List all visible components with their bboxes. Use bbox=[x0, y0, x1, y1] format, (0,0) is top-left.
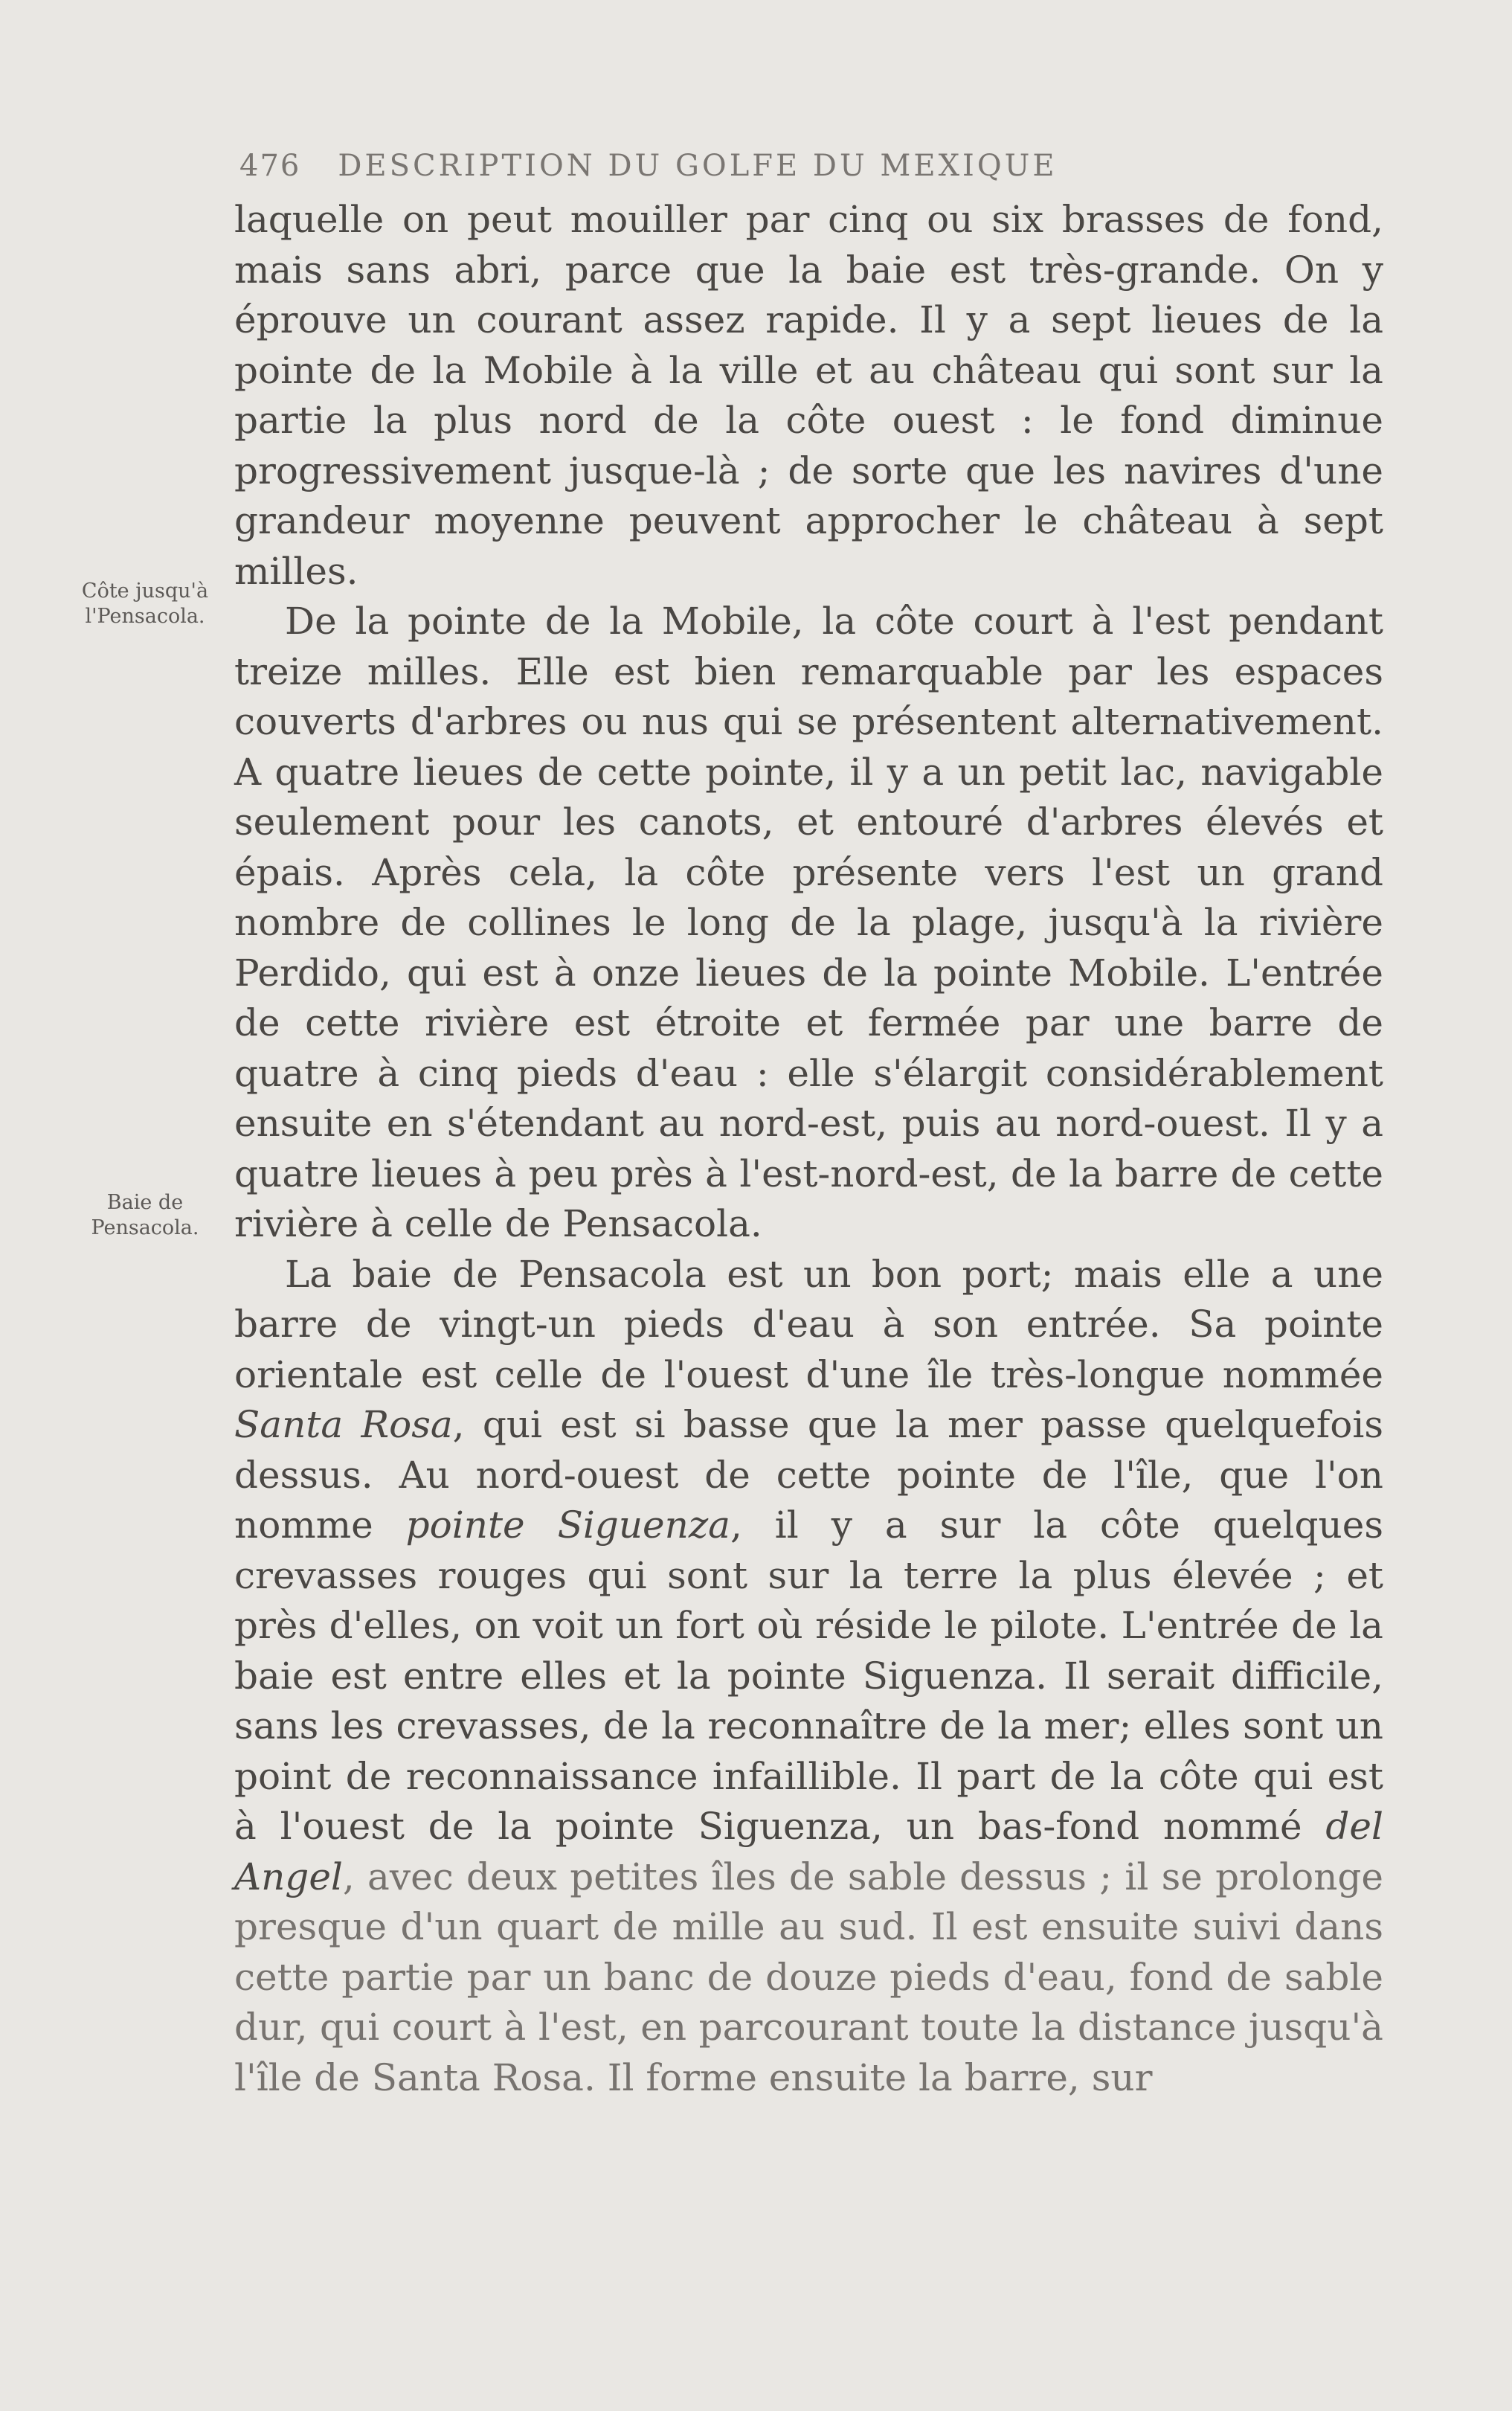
body-text bbox=[234, 195, 1383, 2103]
paragraph-3-part-a: La baie de Pensacola est un bon port; mais elle a une barre de vingt-un pieds d'eau à son entrée. Sa pointe orientale est celle de l'ouest d'une île très-longue nommée bbox=[234, 1252, 1383, 1396]
paragraph-3-part-b: , qui est si basse que la mer passe quelquefois dessus. Au nord-ouest de cette pointe de l'île, que l'on nomme bbox=[234, 1403, 1384, 1547]
margin-note-cote: Côte jusqu'à l'Pensacola. bbox=[81, 580, 209, 628]
paragraph-3-part-c: , il y a sur la côte quelques crevasses rouges qui sont sur la terre la plus élevée ; et près d'elles, on voit un fort où réside le pilote. L'entrée de la baie est entre elles et la pointe Siguenza. Il serait difficile, sans les crevasses, de la reconnaître de la mer; elles sont un point de reconnaissance infaillible. Il part de la côte qui est à l'ouest de la pointe Siguenza, un bas-fond nommé bbox=[234, 1503, 1383, 1848]
place-santa-rosa: Santa Rosa bbox=[234, 1403, 453, 1446]
running-header bbox=[239, 149, 1206, 183]
paragraph-3-part-d: , avec deux petites îles de sable dessus ; il se prolonge presque d'un quart de mille au sud. Il est ensuite suivi dans cette partie par un banc de douze pieds d'eau, fond de sable dur, qui court à l'est, en parcourant toute la distance jusqu'à l'île de Santa Rosa. Il forme ensuite la barre, sur bbox=[234, 1855, 1383, 2099]
paragraph-1: laquelle on peut mouiller par cinq ou six brasses de fond, mais sans abri, parce que la baie est très-grande. On y éprouve un courant assez rapide. Il y a sept lieues de la pointe de la Mobile à la ville et au château qui sont sur la partie la plus nord de la côte ouest : le fond diminue progressivement jusque-là ; de sorte que les navires d'une grandeur moyenne peuvent approcher le château à sept milles. bbox=[234, 198, 1383, 593]
place-del-angel: del Angel bbox=[234, 1805, 1383, 1898]
running-title: DESCRIPTION DU GOLFE DU MEXIQUE bbox=[338, 149, 1058, 183]
margin-note-baie: Baie de Pensacola. bbox=[91, 1191, 199, 1239]
place-pointe-siguenza: pointe Siguenza bbox=[405, 1503, 730, 1547]
paragraph-3 bbox=[234, 1250, 1383, 2104]
page-number: 476 bbox=[239, 149, 301, 183]
paragraph-2: De la pointe de la Mobile, la côte court à l'est pendant treize milles. Elle est bien remarquable par les espaces couverts d'arbres ou nus qui se présentent alternativement. A quatre lieues de cette pointe, il y a un petit lac, navigable seulement pour les canots, et entouré d'arbres élevés et épais. Après cela, la côte présente vers l'est un grand nombre de collines le long de la plage, jusqu'à la rivière Perdido, qui est à onze lieues de la pointe Mobile. L'entrée de cette rivière est étroite et fermée par une barre de quatre à cinq pieds d'eau : elle s'élargit considérablement ensuite en s'étendant au nord-est, puis au nord-ouest. Il y a quatre lieues à peu près à l'est-nord-est, de la barre de cette rivière à celle de Pensacola. bbox=[234, 600, 1383, 1245]
